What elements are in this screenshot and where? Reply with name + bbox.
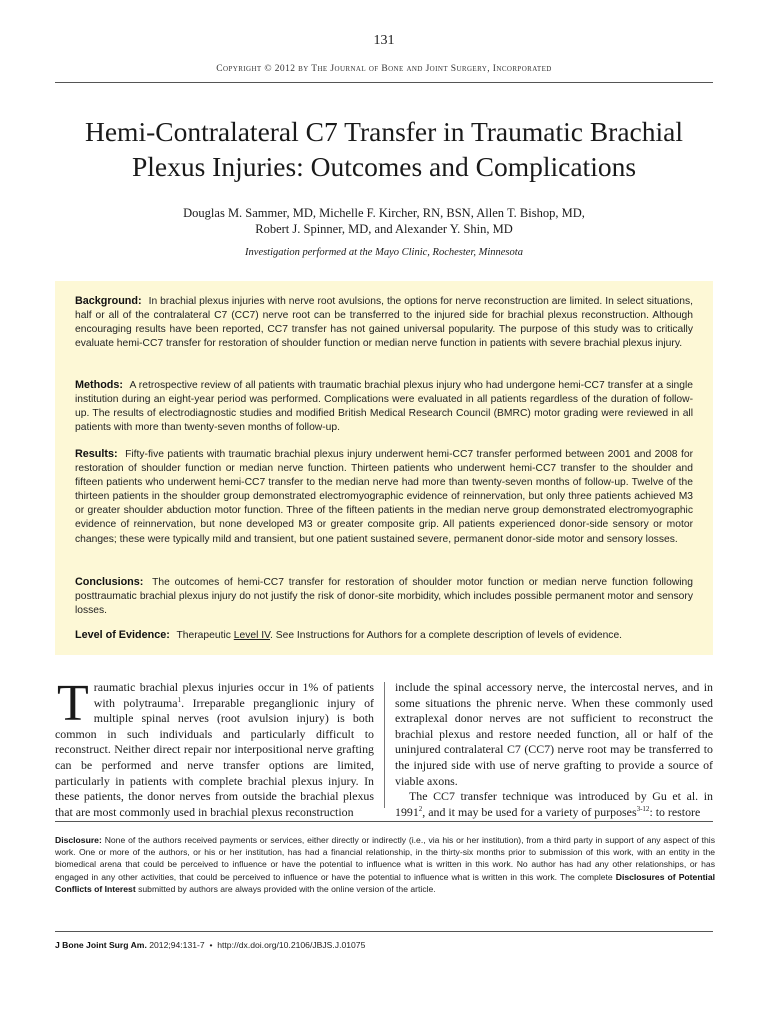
journal-abbrev: J Bone Joint Surg Am. [55,940,147,950]
right-para-2-a: The CC7 transfer technique was introduced by Gu et al. in 1991 [395,789,713,819]
disclosure-tail: submitted by authors are always provided with the online version of the article. [138,883,436,894]
intro-text-b: . Irreparable preganglionic injury of multiple spinal nerves (root avulsion injury) is both common in such individuals and particularly difficult to reconstruct. Neither direct repair nor interpositional nerve grafting can be performed and nerve transfer options are limited, particularly in patients with complete brachial plexus injury. In these patients, the donor nerves from outside the brachial plexus that are most commonly used in brachial plexus reconstruction [55,695,374,819]
background-heading: Background: [75,295,142,307]
right-para-2 [395,789,713,820]
author-list [60,205,708,237]
header-divider [55,82,713,83]
background-text: In brachial plexus injuries with nerve root avulsions, the options for nerve reconstruction are limited. In select situations, half or all of the contralateral C7 (CC7) nerve root can be transferred to the injured side for brachial plexus reconstruction. Although encouraging results have been reported, CC7 transfer has not gained universal popularity. The purpose of this study was to critically evaluate hemi-CC7 transfer for restoration of shoulder function or median nerve function in patients with severe brachial plexus injury. [75,296,693,350]
right-para-2-c: : to restore [649,804,701,819]
disclosure-statement [55,834,715,895]
body-column-right [395,680,713,820]
level-prefix: Therapeutic [176,630,231,641]
copyright-notice: Copyright © 2012 by The Journal of Bone and Joint Surgery, Incorporated [216,64,552,74]
bullet-separator: • [209,940,213,950]
conclusions-text: The outcomes of hemi-CC7 transfer for restoration of shoulder motor function or median nerve function following posttraumatic brachial plexus injury do not justify the risk of donor-site morbidity, which includes possible permanent motor and sensory losses. [75,577,693,617]
disclosure-text: None of the authors received payments or services, either directly or indirectly (i.e., via his or her institution), from a third party in support of any aspect of this work. One or more of the authors, or his or her institution, has had a financial relationship, in the thirty-six months prior to submission of this work, with an entity in the biomedical arena that could be perceived to influence or have the potential to influence what is written in this work. No author has had any other relationships, or has engaged in any other activities, that could be perceived to influence or have the potential to influence what is written in this work. The complete [55,835,716,882]
abstract-conclusions [75,575,693,618]
level-iv-link[interactable]: Level IV [233,630,271,641]
level-suffix: . See Instructions for Authors for a complete description of levels of evidence. [270,630,623,641]
title-line-2: Plexus Injuries: Outcomes and Complications [131,151,637,182]
results-heading: Results: [75,448,118,460]
disclosure-heading: Disclosure: [55,835,102,845]
abstract-methods [75,378,693,435]
body-column-left [55,675,374,820]
conclusions-heading: Conclusions: [75,576,144,588]
column-divider [384,682,385,808]
citation-info: 2012;94:131-7 [149,940,205,950]
citation-footer [55,940,365,950]
abstract-background [75,294,693,351]
title-line-1: Hemi-Contralateral C7 Transfer in Traumatic Brachial [84,116,683,147]
methods-text: A retrospective review of all patients with traumatic brachial plexus injury who had undergone hemi-CC7 transfer at a single institution during an eight-year period was performed. Complications were evaluated in all patients regardless of the duration of follow-up. The results of electrodiagnostic studies and modified British Medical Research Council (BMRC) motor grading were reviewed in all patients with more than twenty-seven months of follow-up. [75,380,693,434]
abstract-results [75,447,693,547]
right-para-1: include the spinal accessory nerve, the intercostal nerves, and in some situations the phrenic nerve. When these commonly used extraplexal donor nerves are not sufficient to reconstruct the brachial plexus and restore needed function, all or half of the uninjured contralateral C7 (CC7) nerve root may be transferred to the injured side with use of nerve grafting to provide a source of viable axons. [395,680,713,788]
citation-ref-3-12[interactable]: 3-12 [636,804,650,813]
drop-cap: T [57,675,89,732]
right-para-2-b: , and it may be used for a variety of purposes [422,804,637,819]
doi-link[interactable]: http://dx.doi.org/10.2106/JBJS.J.01075 [217,940,366,950]
authors-line-2: Robert J. Spinner, MD, and Alexander Y. Shin, MD [255,222,513,236]
intro-text-a: raumatic brachial plexus injuries occur in 1% of patients with polytrauma [93,680,374,710]
disclosures-link[interactable]: Disclosures of Potential Conflicts of Interest [55,871,715,894]
authors-line-1: Douglas M. Sammer, MD, Michelle F. Kircher, RN, BSN, Allen T. Bishop, MD, [183,206,585,220]
results-text: Fifty-five patients with traumatic brachial plexus injury underwent hemi-CC7 transfer performed between 2001 and 2008 for restoration of shoulder function or median nerve function. Thirteen patients who underwent hemi-CC7 transfer to the shoulder and fifteen patients who underwent hemi-CC7 transfer to the median nerve had more than twenty-seven months of follow-up. Twelve of the thirteen patients in the shoulder group demonstrated electromyographic evidence of reinnervation, but only three patients achieved M3 or greater shoulder abduction motor function. Three of the fifteen patients in the median nerve group demonstrated electromyographic evidence of reinnervation, but none developed M3 or greater composite grip. All patients experienced donor-side sensory or motor changes; these were typically mild and transient, but one patient sustained severe, permanent donor-side motor and sensory losses. [75,449,693,545]
abstract-level-of-evidence [75,628,693,643]
page-number: 131 [373,33,395,48]
methods-heading: Methods: [75,379,123,391]
footer-divider [55,931,713,932]
article-title [40,114,728,184]
disclosure-divider [55,821,713,822]
institution-note: Investigation performed at the Mayo Clinic, Rochester, Minnesota [245,247,523,258]
citation-ref-2[interactable]: 2 [418,804,423,813]
level-heading: Level of Evidence: [75,629,170,641]
citation-ref-1[interactable]: 1 [177,695,182,704]
